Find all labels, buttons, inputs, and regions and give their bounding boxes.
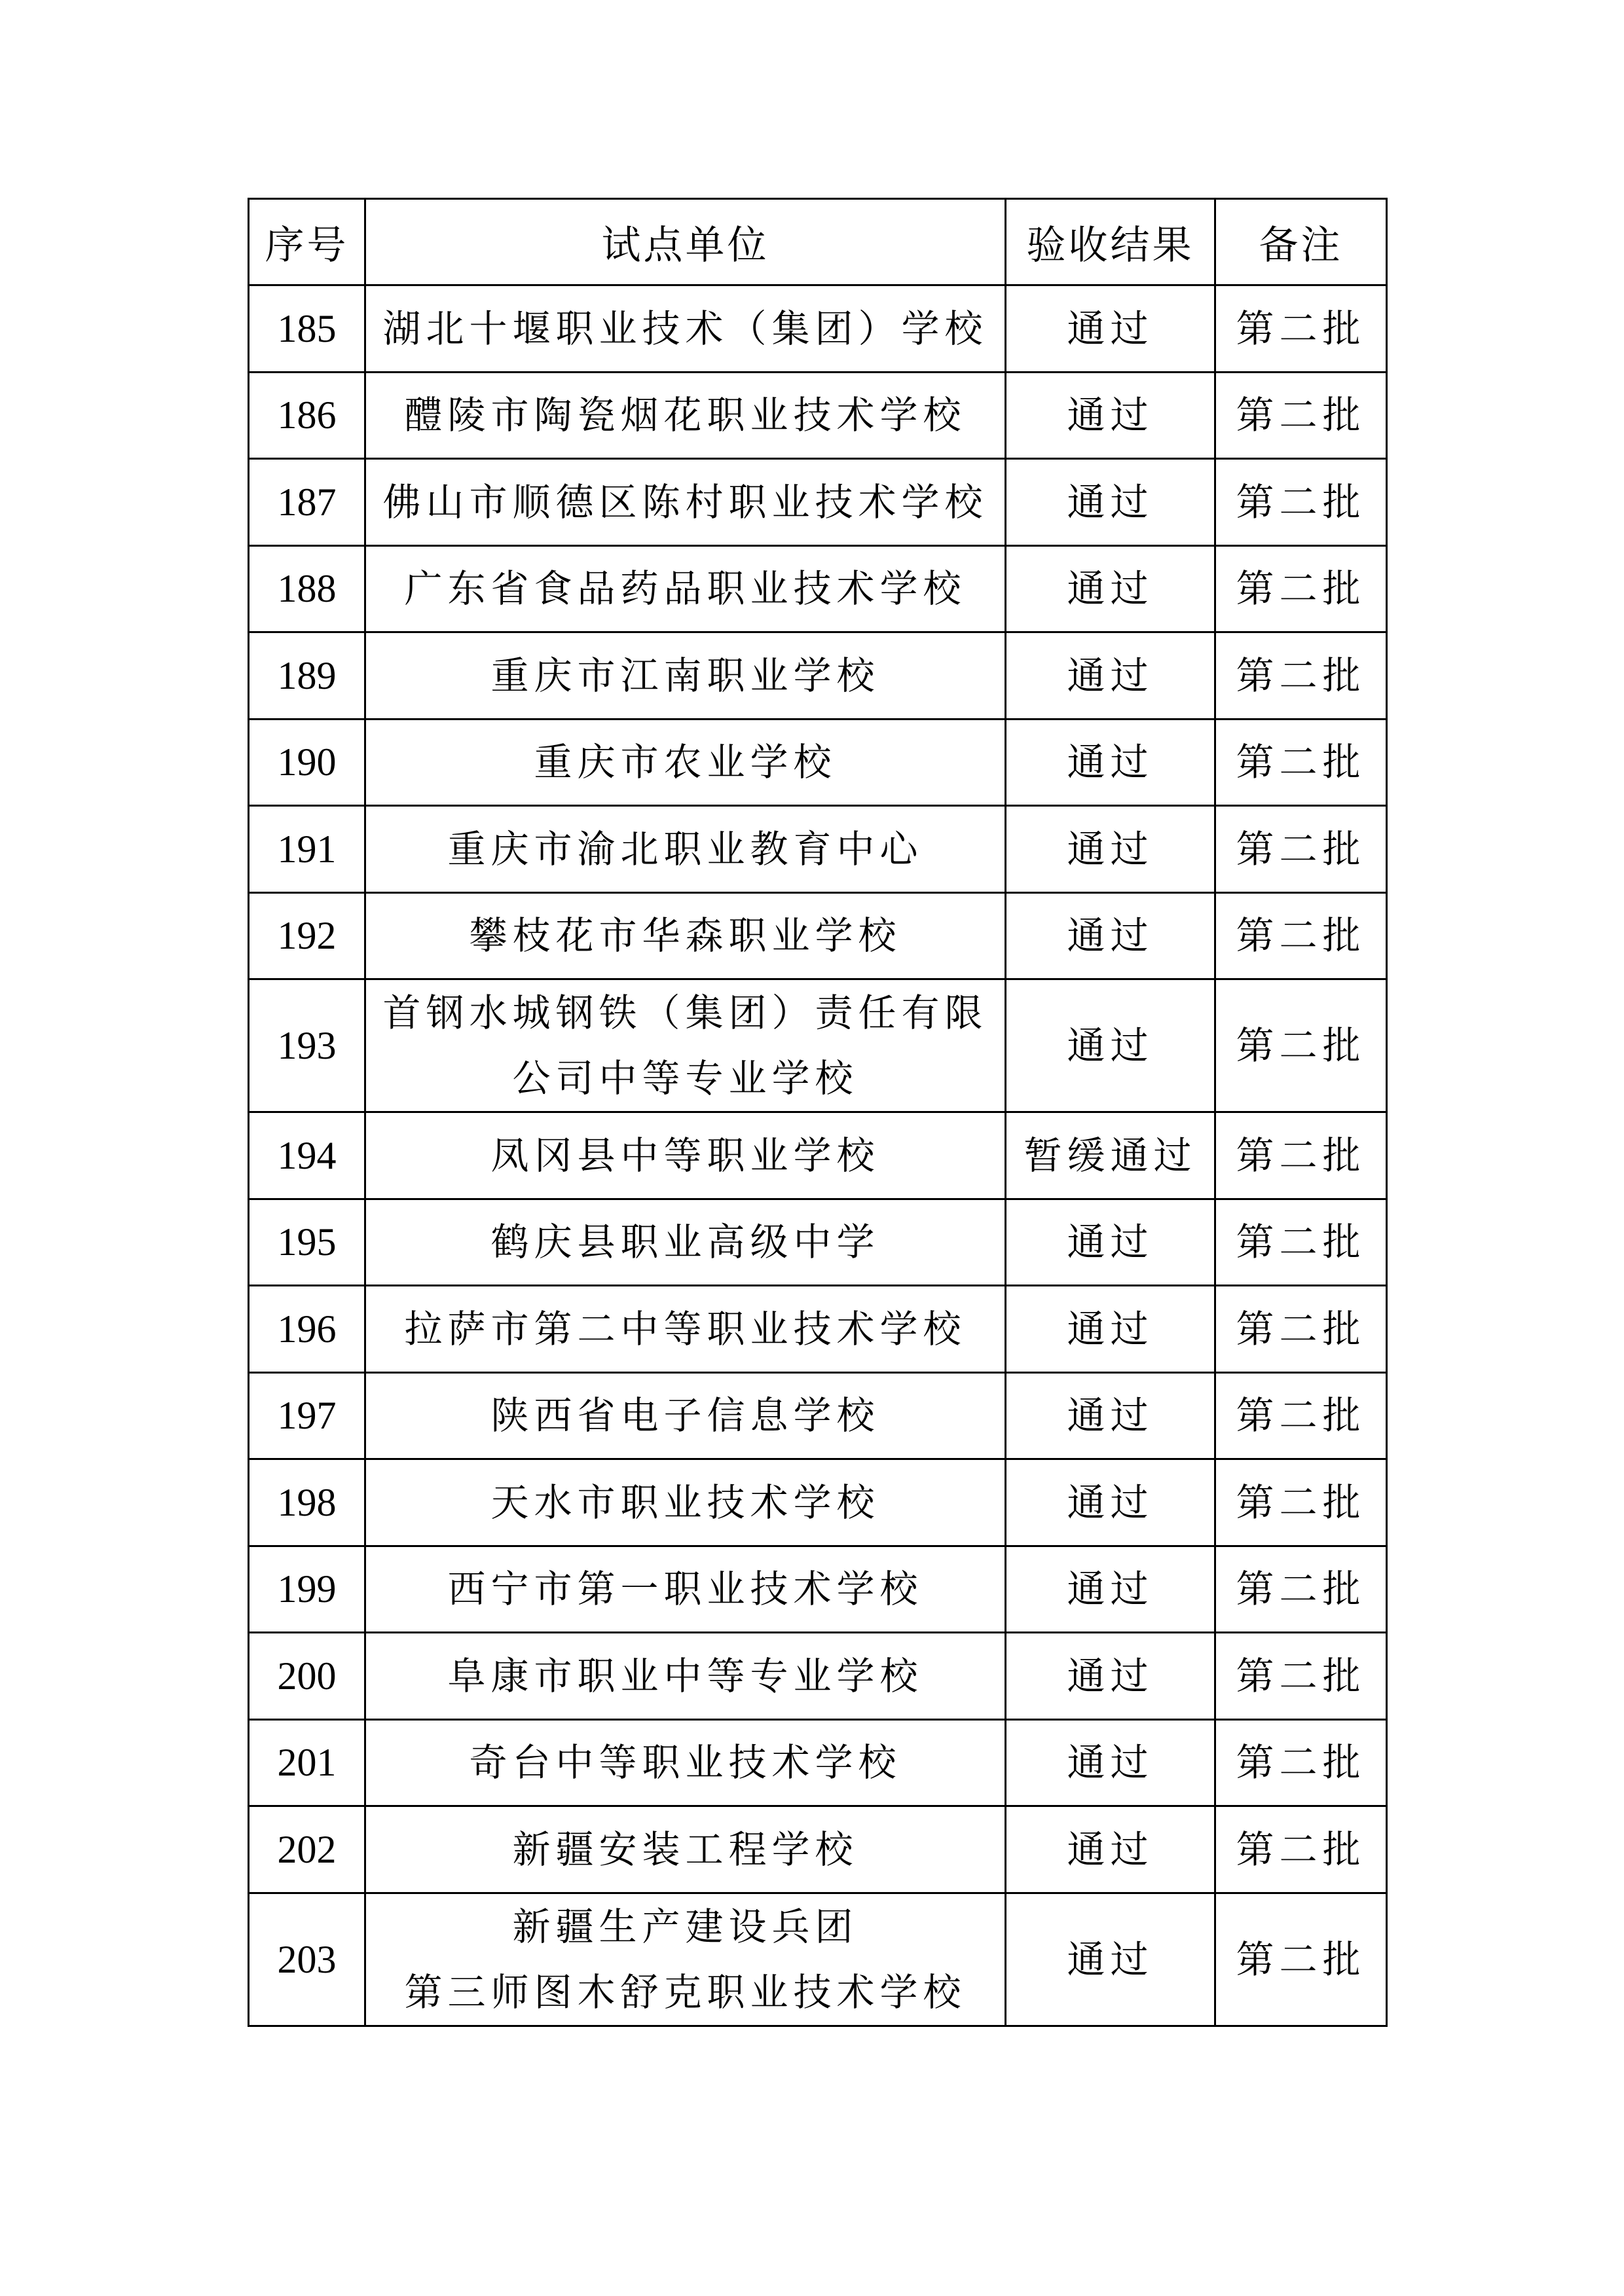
- acceptance-result: 暂缓通过: [1006, 1112, 1215, 1199]
- pilot-unit-name: 拉萨市第二中等职业技术学校: [404, 1306, 967, 1351]
- table-row: [249, 1459, 1387, 1546]
- remark: 第二批: [1215, 979, 1387, 1112]
- row-number: 186: [249, 372, 365, 459]
- row-number: 197: [249, 1372, 365, 1459]
- remark: 第二批: [1215, 1633, 1387, 1720]
- pilot-unit-name: 新疆安装工程学校: [512, 1827, 858, 1872]
- table-row: [249, 1633, 1387, 1720]
- pilot-unit-cell: [365, 459, 1006, 546]
- acceptance-result: 通过: [1006, 1633, 1215, 1720]
- table-row: [249, 892, 1387, 979]
- table-row: [249, 1546, 1387, 1633]
- row-number: 203: [249, 1893, 365, 2026]
- acceptance-result: 通过: [1006, 719, 1215, 806]
- row-number: 196: [249, 1286, 365, 1373]
- pilot-unit-name: 广东省食品药品职业技术学校: [404, 566, 967, 611]
- pilot-unit-name: 陕西省电子信息学校: [490, 1393, 880, 1438]
- row-number: 198: [249, 1459, 365, 1546]
- pilot-unit-name: 醴陵市陶瓷烟花职业技术学校: [404, 393, 967, 438]
- pilot-unit-name: 佛山市顺德区陈村职业技术学校: [382, 479, 988, 524]
- row-number: 187: [249, 459, 365, 546]
- remark: 第二批: [1215, 1546, 1387, 1633]
- remark: 第二批: [1215, 806, 1387, 893]
- remark: 第二批: [1215, 545, 1387, 632]
- acceptance-result: 通过: [1006, 892, 1215, 979]
- table-row: [249, 719, 1387, 806]
- acceptance-result: 通过: [1006, 1199, 1215, 1286]
- remark: 第二批: [1215, 719, 1387, 806]
- pilot-unit-cell: [365, 1199, 1006, 1286]
- table-header-row: [249, 199, 1387, 285]
- pilot-unit-name: 首钢水城钢铁（集团）责任有限: [382, 991, 988, 1035]
- pilot-unit-cell: [365, 1286, 1006, 1373]
- pilot-unit-cell: [365, 1806, 1006, 1893]
- remark: 第二批: [1215, 1199, 1387, 1286]
- acceptance-result: 通过: [1006, 1286, 1215, 1373]
- remark: 第二批: [1215, 1112, 1387, 1199]
- table-row: [249, 1893, 1387, 2026]
- acceptance-result: 通过: [1006, 1546, 1215, 1633]
- table-row: [249, 1112, 1387, 1199]
- results-table: [248, 198, 1388, 2027]
- pilot-unit-cell: [365, 1112, 1006, 1199]
- remark: 第二批: [1215, 285, 1387, 373]
- pilot-unit-name: 凤冈县中等职业学校: [490, 1133, 880, 1178]
- pilot-unit-name: 西宁市第一职业技术学校: [447, 1567, 923, 1612]
- row-number: 188: [249, 545, 365, 632]
- pilot-unit-name: 攀枝花市华森职业学校: [469, 913, 902, 958]
- header-no: 序号: [249, 199, 365, 285]
- remark: 第二批: [1215, 1719, 1387, 1806]
- row-number: 193: [249, 979, 365, 1112]
- remark: 第二批: [1215, 892, 1387, 979]
- pilot-unit-name: 湖北十堰职业技术（集团）学校: [382, 306, 988, 351]
- pilot-unit-name: 重庆市渝北职业教育中心: [447, 826, 923, 871]
- row-number: 201: [249, 1719, 365, 1806]
- pilot-unit-name: 奇台中等职业技术学校: [469, 1740, 902, 1785]
- pilot-unit-cell: [365, 719, 1006, 806]
- table-row: [249, 285, 1387, 373]
- remark: 第二批: [1215, 372, 1387, 459]
- acceptance-result: 通过: [1006, 1372, 1215, 1459]
- pilot-unit-cell: [365, 1546, 1006, 1633]
- table-row: [249, 979, 1387, 1112]
- pilot-unit-cell: [365, 285, 1006, 373]
- table-row: [249, 545, 1387, 632]
- row-number: 199: [249, 1546, 365, 1633]
- table-row: [249, 372, 1387, 459]
- table-row: [249, 1806, 1387, 1893]
- table-body: [249, 285, 1387, 2026]
- acceptance-result: 通过: [1006, 979, 1215, 1112]
- pilot-unit-cell: [365, 1893, 1006, 2026]
- table-row: [249, 806, 1387, 893]
- table-row: [249, 1719, 1387, 1806]
- remark: 第二批: [1215, 1372, 1387, 1459]
- table-row: [249, 1199, 1387, 1286]
- pilot-unit-cell: [365, 372, 1006, 459]
- row-number: 200: [249, 1633, 365, 1720]
- pilot-unit-name: 第三师图木舒克职业技术学校: [404, 1969, 967, 2014]
- pilot-unit-cell: [365, 1372, 1006, 1459]
- acceptance-result: 通过: [1006, 545, 1215, 632]
- pilot-unit-name: 阜康市职业中等专业学校: [447, 1653, 923, 1698]
- row-number: 192: [249, 892, 365, 979]
- acceptance-result: 通过: [1006, 1459, 1215, 1546]
- pilot-unit-cell: [365, 632, 1006, 720]
- row-number: 191: [249, 806, 365, 893]
- table-row: [249, 1372, 1387, 1459]
- row-number: 202: [249, 1806, 365, 1893]
- results-table-container: [248, 198, 1386, 2027]
- pilot-unit-cell: [365, 1633, 1006, 1720]
- acceptance-result: 通过: [1006, 285, 1215, 373]
- header-unit: 试点单位: [365, 199, 1006, 285]
- remark: 第二批: [1215, 1459, 1387, 1546]
- pilot-unit-cell: [365, 806, 1006, 893]
- pilot-unit-name: 天水市职业技术学校: [490, 1480, 880, 1525]
- row-number: 185: [249, 285, 365, 373]
- acceptance-result: 通过: [1006, 1806, 1215, 1893]
- pilot-unit-name: 鹤庆县职业高级中学: [490, 1220, 880, 1265]
- row-number: 195: [249, 1199, 365, 1286]
- pilot-unit-name: 重庆市江南职业学校: [490, 653, 880, 698]
- acceptance-result: 通过: [1006, 459, 1215, 546]
- acceptance-result: 通过: [1006, 372, 1215, 459]
- pilot-unit-cell: [365, 979, 1006, 1112]
- header-result: 验收结果: [1006, 199, 1215, 285]
- pilot-unit-cell: [365, 892, 1006, 979]
- remark: 第二批: [1215, 1893, 1387, 2026]
- row-number: 189: [249, 632, 365, 720]
- acceptance-result: 通过: [1006, 1893, 1215, 2026]
- remark: 第二批: [1215, 1286, 1387, 1373]
- table-row: [249, 632, 1387, 720]
- remark: 第二批: [1215, 459, 1387, 546]
- pilot-unit-name: 重庆市农业学校: [534, 740, 837, 785]
- header-remark: 备注: [1215, 199, 1387, 285]
- remark: 第二批: [1215, 632, 1387, 720]
- row-number: 194: [249, 1112, 365, 1199]
- remark: 第二批: [1215, 1806, 1387, 1893]
- acceptance-result: 通过: [1006, 632, 1215, 720]
- row-number: 190: [249, 719, 365, 806]
- pilot-unit-cell: [365, 1719, 1006, 1806]
- acceptance-result: 通过: [1006, 1719, 1215, 1806]
- table-row: [249, 1286, 1387, 1373]
- pilot-unit-cell: [365, 1459, 1006, 1546]
- table-row: [249, 459, 1387, 546]
- pilot-unit-name: 新疆生产建设兵团: [512, 1904, 858, 1949]
- acceptance-result: 通过: [1006, 806, 1215, 893]
- pilot-unit-name: 公司中等专业学校: [512, 1056, 858, 1101]
- pilot-unit-cell: [365, 545, 1006, 632]
